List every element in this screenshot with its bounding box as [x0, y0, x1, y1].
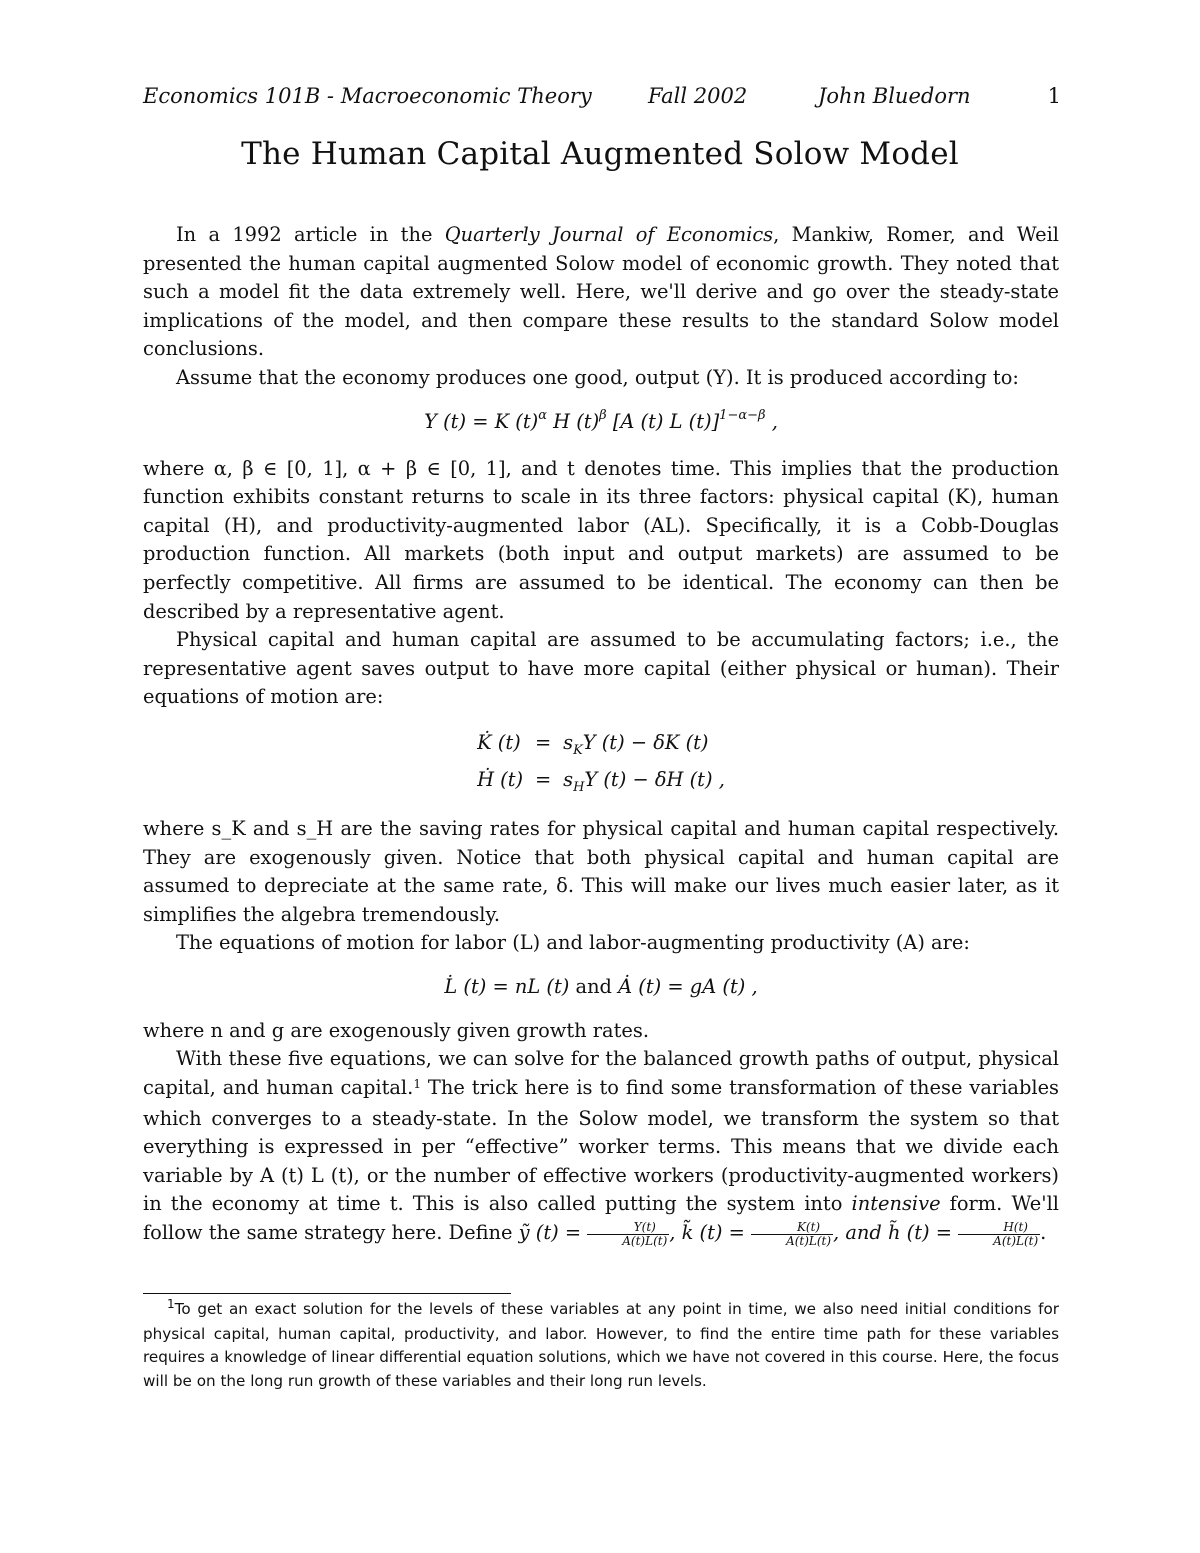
- footnote-divider: [143, 1293, 511, 1294]
- paragraph-6: The equations of motion for labor (L) and labor-augmenting productivity (A) are:: [176, 931, 970, 955]
- footnote-text: To get an exact solution for the levels of these variables at any point in time, we also need initial conditions for physical capital, human capital, productivity, and labor. However, to find the entire time path for these variables requires a knowledge of linear differential equation solutions, which we have not covered in this course. Here, the focus will be on the long run growth of these variables and their long run levels.: [143, 1300, 1059, 1390]
- fraction-k: $\frac{K(t)}{A(t)L(t)}$: [751, 1221, 833, 1248]
- footnote-marker: 1: [413, 1077, 421, 1092]
- footnote: [143, 1298, 1059, 1393]
- paragraph-3: where α, β ∈ [0, 1], α + β ∈ [0, 1], and t denotes time. This implies that the production function exhibits constant returns to scale in its three factors: physical capital (K), human capital (H), and productivity-augmented labor (AL). Specifically, it is a Cobb-Douglas production function. All markets (both input and output markets) are assumed to be perfectly competitive. All firms are assumed to be identical. The economy can then be described by a representative agent.: [143, 456, 1059, 623]
- body-text: [143, 221, 1059, 1248]
- paragraph-7: where n and g are exogenously given growth rates.: [143, 1018, 649, 1042]
- capital-motion-equations: K̇ (t) = $s_KY$ (t) − δK (t) Ḣ (t) = $s_HY$ (t) − δH (t) ,: [477, 730, 725, 795]
- header-page-number: 1: [1047, 84, 1061, 108]
- production-function-equation: Y (t) = K $(t)^\alpha$ H $(t)^\beta$ [A (t) L (t)]$^{1-\alpha-\beta}$ ,: [424, 407, 778, 433]
- paragraph-4: Physical capital and human capital are assumed to be accumulating factors; i.e., the representative agent saves output to have more capital (either physical or human). Their equations of motion are:: [143, 628, 1059, 709]
- header-author: John Bluedorn: [818, 84, 971, 108]
- paragraph-1: In a 1992 article in the Quarterly Journal of Economics, Mankiw, Romer, and Weil presented the human capital augmented Solow model of economic growth. They noted that such a model fit the data extremely well. Here, we'll derive and go over the steady-state implications of the model, and then compare these results to the standard Solow model conclusions.: [143, 223, 1059, 361]
- labor-productivity-equations: L̇ (t) = nL (t) and Ȧ (t) = gA (t) ,: [444, 974, 758, 998]
- footnote-number: 1: [167, 1297, 175, 1311]
- fraction-h: $\frac{H(t)}{A(t)L(t)}$: [958, 1221, 1040, 1248]
- page-title: The Human Capital Augmented Solow Model: [241, 136, 959, 172]
- header-term: Fall 2002: [648, 84, 748, 108]
- paragraph-5: where s_K and s_H are the saving rates for physical capital and human capital respectively. They are exogenously given. Notice that both physical capital and human capital are assumed to depreciate at the same rate, δ. This will make our lives much easier later, as it simplifies the algebra tremendously.: [143, 816, 1059, 926]
- paragraph-2: Assume that the economy produces one good, output (Y). It is produced according to:: [176, 365, 1019, 389]
- running-header: [143, 84, 1061, 114]
- paragraph-8: With these five equations, we can solve for the balanced growth paths of output, physical capital, and human capital.$^1$ The trick here is to find some transformation of these variables which converges to a steady-state. In the Solow model, we transform the system so that everything is expressed in per “effective” worker terms. This means that we divide each variable by A (t) L (t), or the number of effective workers (productivity-augmented workers) in the economy at time t. This is also called putting the system into intensive form. We'll follow the same strategy here. Define ỹ (t) = $\frac{Y(t)}{A(t)L(t)}$ , k̃ (t) = $\frac{K(t)}{A(t)L(t)}$ , and h̃ (t) = $\frac{H(t)}{A(t)L(t)}$ .: [143, 1047, 1059, 1248]
- fraction-y: $\frac{Y(t)}{A(t)L(t)}$: [587, 1221, 669, 1248]
- journal-name: Quarterly Journal of Economics: [444, 223, 774, 246]
- header-course: Economics 101B - Macroeconomic Theory: [143, 84, 592, 108]
